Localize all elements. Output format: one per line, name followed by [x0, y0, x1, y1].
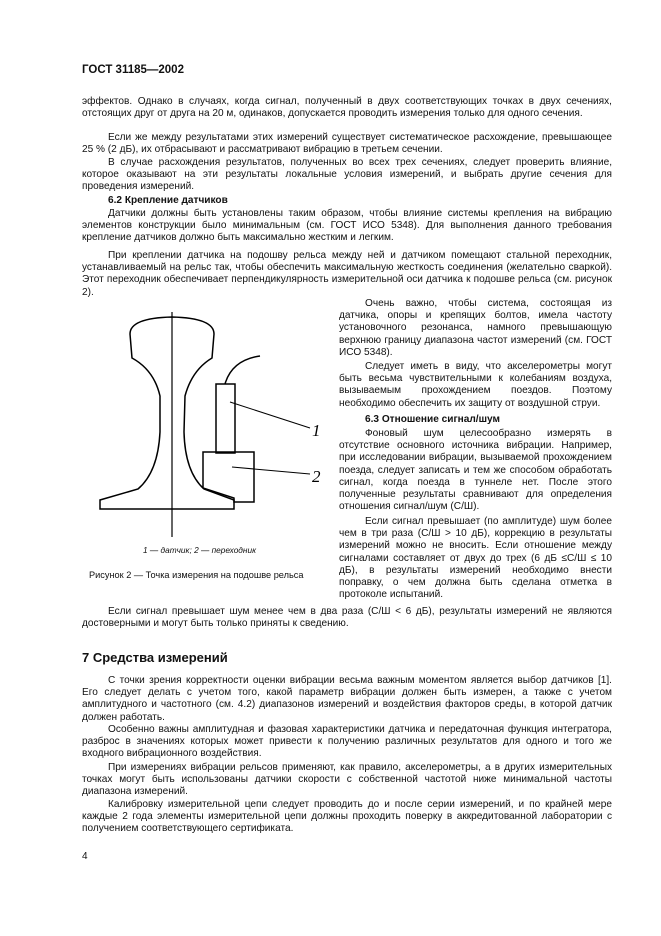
paragraph: Следует иметь в виду, что акселерометры могут быть весьма чувствительными к колебаниям воздуха, вызываемым прохождением поездов. Поэтому необходимо обеспечить их защиту от воздушной струи. — [339, 361, 612, 409]
rail-profile-icon — [100, 317, 234, 509]
sensor-icon — [216, 384, 235, 453]
paragraph: Очень важно, чтобы система, состоящая из датчика, опоры и крепящих болтов, имела частоту установочного резонанса, намного превышающую верхнюю границу диапазона частот измерений (см. ГОСТ ИСО 5348). — [339, 298, 612, 358]
paragraph: При креплении датчика на подошву рельса между ней и датчиком помещают стальной переходник, устанавливаемый на рельс так, чтобы обеспечить максимальную жесткость соединения (желательно сваркой). Этот переходник обеспечивает перпендикулярность измерительной оси датчика к подошве рельса (см. рисунок 2). — [82, 250, 612, 298]
paragraph: Датчики должны быть установлены таким образом, чтобы влияние системы крепления на вибрацию элементов конструкции было минимальным (см. ГОСТ ИСО 5348). Для выполнения данного требования крепление датчиков должно быть максимально жестким и легким. — [82, 208, 612, 244]
adapter-icon — [203, 452, 254, 502]
paragraph: Если сигнал превышает (по амплитуде) шум более чем в три раза (С/Ш > 10 дБ), коррекцию в результаты измерений можно не вносить. Если отношение между сигналами составляет от двух до трех (6 дБ ≤С/Ш ≤ 10 дБ), в результаты измерений необходимо внести поправку, о чем должна быть сделана отметка в протоколе испытаний. — [339, 516, 612, 601]
paragraph: Фоновый шум целесообразно измерять в отсутствие основного источника вибрации. Например, при исследовании вибрации, вызываемой прохождением поезда, следует записать и тем же способом обработать сигнал, когда поезда в туннеле нет. После этого полученные результаты сравнивают для определения отношения сигнал/шум (С/Ш). — [339, 428, 612, 513]
page-number: 4 — [82, 851, 88, 862]
subsection-heading-6-3: 6.3 Отношение сигнал/шум — [365, 414, 500, 425]
figure-caption: Рисунок 2 — Точка измерения на подошве рельса — [89, 570, 304, 580]
figure-legend: 1 — датчик; 2 — переходник — [143, 545, 256, 555]
document-header: ГОСТ 31185—2002 — [82, 64, 184, 76]
paragraph: эффектов. Однако в случаях, когда сигнал, полученный в двух соответствующих точках в двух сечениях, отстоящих друг от друга на 20 м, одинаков, допускается проводить измерения только для одного сечения. — [82, 96, 612, 120]
paragraph: При измерениях вибрации рельсов применяют, как правило, акселерометры, а в других измерительных точках могут быть использованы датчики скорости с собственной частотой ниже минимальной частоты диапазона измерений. — [82, 762, 612, 798]
paragraph: В случае расхождения результатов, полученных во всех трех сечениях, следует проверить влияние, которое оказывают на эти результаты локальные условия измерений, и выбрать другие сечения для проведения измерений. — [82, 157, 612, 193]
rail-figure — [92, 312, 332, 542]
figure-label-2: 2 — [312, 467, 321, 486]
paragraph: Калибровку измерительной цепи следует проводить до и после серии измерений, и по крайней мере каждые 2 года элементы измерительной цепи должны проходить поверку в аккредитованной лаборатории с получением соответствующего сертификата. — [82, 799, 612, 835]
paragraph: Особенно важны амплитудная и фазовая характеристики датчика и передаточная функция интегратора, разброс в значениях которых может привести к получению различных результатов для одного и того же входного вибрационного воздействия. — [82, 724, 612, 760]
section-heading-7: 7 Средства измерений — [82, 650, 228, 665]
paragraph: С точки зрения корректности оценки вибрации весьма важным моментом является выбор датчиков [1]. Его следует делать с учетом того, какой параметр вибрации должен быть измерен, а также с учетом амплитудного и частотного (см. 4.2) диапазонов измерений и воздействия факторов среды, в которой датчик должен работать. — [82, 675, 612, 723]
paragraph: Если же между результатами этих измерений существует систематическое расхождение, превышающее 25 % (2 дБ), их отбрасывают и рассматривают вибрацию в третьем сечении. — [82, 132, 612, 156]
paragraph: Если сигнал превышает шум менее чем в два раза (С/Ш < 6 дБ), результаты измерений не являются достоверными и могут быть только приняты к сведению. — [82, 606, 612, 630]
sensor-cable — [225, 356, 260, 384]
figure-label-1: 1 — [312, 421, 321, 440]
subsection-heading-6-2: 6.2 Крепление датчиков — [108, 195, 228, 206]
